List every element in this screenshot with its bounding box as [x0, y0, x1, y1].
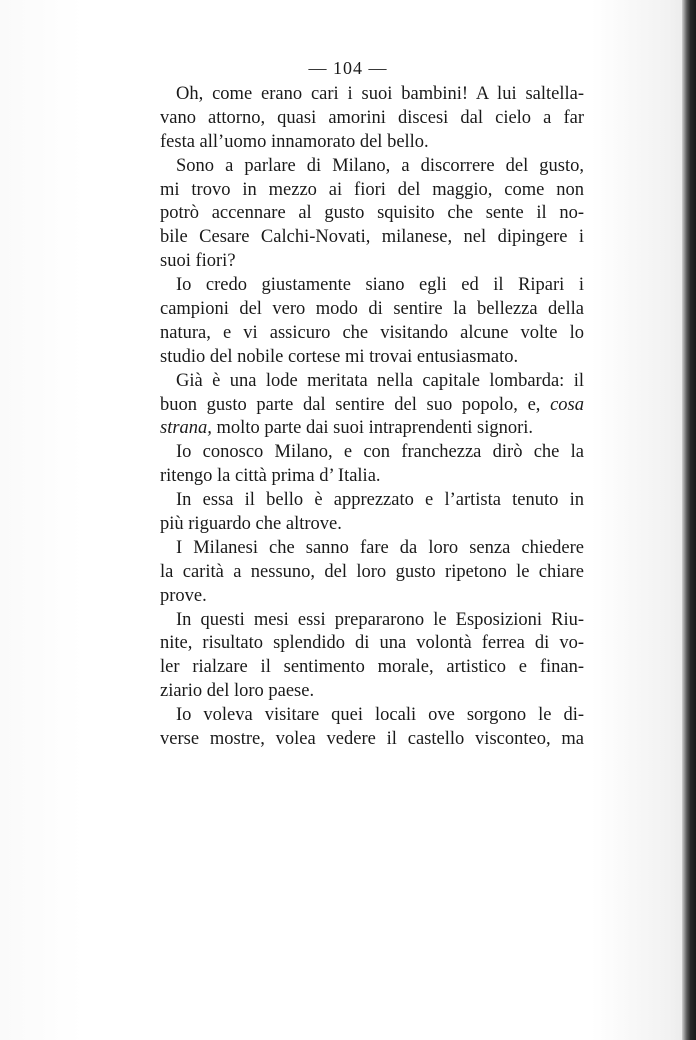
- text-line: [160, 728, 584, 752]
- line-text: In essa il bello è apprezzato e l’artista tenuto in: [176, 490, 584, 511]
- text-line: [160, 250, 584, 274]
- text-line: [160, 704, 584, 728]
- text-line: [160, 680, 584, 704]
- line-text: Io credo giustamente siano egli ed il Ripari i: [176, 275, 584, 296]
- line-text: festa all’uomo innamorato del bello.: [160, 131, 429, 152]
- body-text: [160, 83, 584, 752]
- line-text: prove.: [160, 585, 207, 606]
- text-line: [160, 179, 584, 203]
- text-line: [160, 441, 584, 465]
- line-text: studio del nobile cortese mi trovai entusiasmato.: [160, 346, 519, 367]
- text-line: [160, 202, 584, 226]
- text-line: [160, 489, 584, 513]
- line-text: natura, e vi assicuro che visitando alcune volte lo: [160, 322, 584, 343]
- text-line: [160, 632, 584, 656]
- text-line: [160, 537, 584, 561]
- text-line: [160, 370, 584, 394]
- italic-word: strana,: [160, 418, 212, 439]
- line-text: Io voleva visitare quei locali ove sorgono le di-: [176, 705, 584, 726]
- text-line: [160, 417, 584, 441]
- line-text: nite, risultato splendido di una volontà ferrea di vo-: [160, 633, 584, 654]
- line-text: potrò accennare al gusto squisito che sente il no-: [160, 203, 584, 224]
- line-text: mi trovo in mezzo ai fiori del maggio, come non: [160, 179, 584, 200]
- page-number: — 104 —: [308, 58, 388, 78]
- text-line: [160, 298, 584, 322]
- line-text: ritengo la città prima d’ Italia.: [160, 466, 381, 487]
- text-line: [160, 656, 584, 680]
- text-line: [160, 585, 584, 609]
- line-text: buon gusto parte dal sentire del suo popolo, e,: [160, 394, 541, 415]
- line-text: la carità a nessuno, del loro gusto ripetono le chiare: [160, 561, 584, 582]
- line-text: Già è una lode meritata nella capitale lombarda: il: [176, 370, 584, 391]
- text-line: [160, 609, 584, 633]
- line-text: verse mostre, volea vedere il castello visconteo, ma: [160, 729, 584, 750]
- line-text: campioni del vero modo di sentire la bellezza della: [160, 299, 584, 320]
- line-text: bile Cesare Calchi-Novati, milanese, nel dipingere i: [160, 227, 584, 248]
- line-text: In questi mesi essi prepararono le Esposizioni Riu-: [176, 609, 584, 630]
- line-text: vano attorno, quasi amorini discesi dal cielo a far: [160, 107, 584, 128]
- italic-word: cosa: [550, 394, 584, 415]
- line-text: ler rialzare il sentimento morale, artistico e finan-: [160, 657, 584, 678]
- line-text: Io conosco Milano, e con franchezza dirò che la: [176, 442, 584, 463]
- line-text: ziario del loro paese.: [160, 681, 315, 702]
- text-line: [160, 226, 584, 250]
- text-line: [160, 107, 584, 131]
- text-line: [160, 394, 584, 418]
- line-text: più riguardo che altrove.: [160, 514, 342, 535]
- text-line: [160, 465, 584, 489]
- line-text: I Milanesi che sanno fare da loro senza chiedere: [176, 537, 584, 558]
- text-line: [160, 322, 584, 346]
- text-line: [160, 561, 584, 585]
- text-line: [160, 155, 584, 179]
- page-edge-shadow: [682, 0, 696, 1040]
- line-text: suoi fiori?: [160, 251, 236, 272]
- text-line: [160, 83, 584, 107]
- line-text: Oh, come erano cari i suoi bambini! A lui saltella-: [176, 84, 584, 104]
- line-text: molto parte dai suoi intraprendenti signori.: [216, 418, 534, 439]
- line-text: Sono a parlare di Milano, a discorrere del gusto,: [176, 155, 584, 176]
- text-line: [160, 131, 584, 155]
- text-line: [160, 346, 584, 370]
- text-line: [160, 274, 584, 298]
- text-line: [160, 513, 584, 537]
